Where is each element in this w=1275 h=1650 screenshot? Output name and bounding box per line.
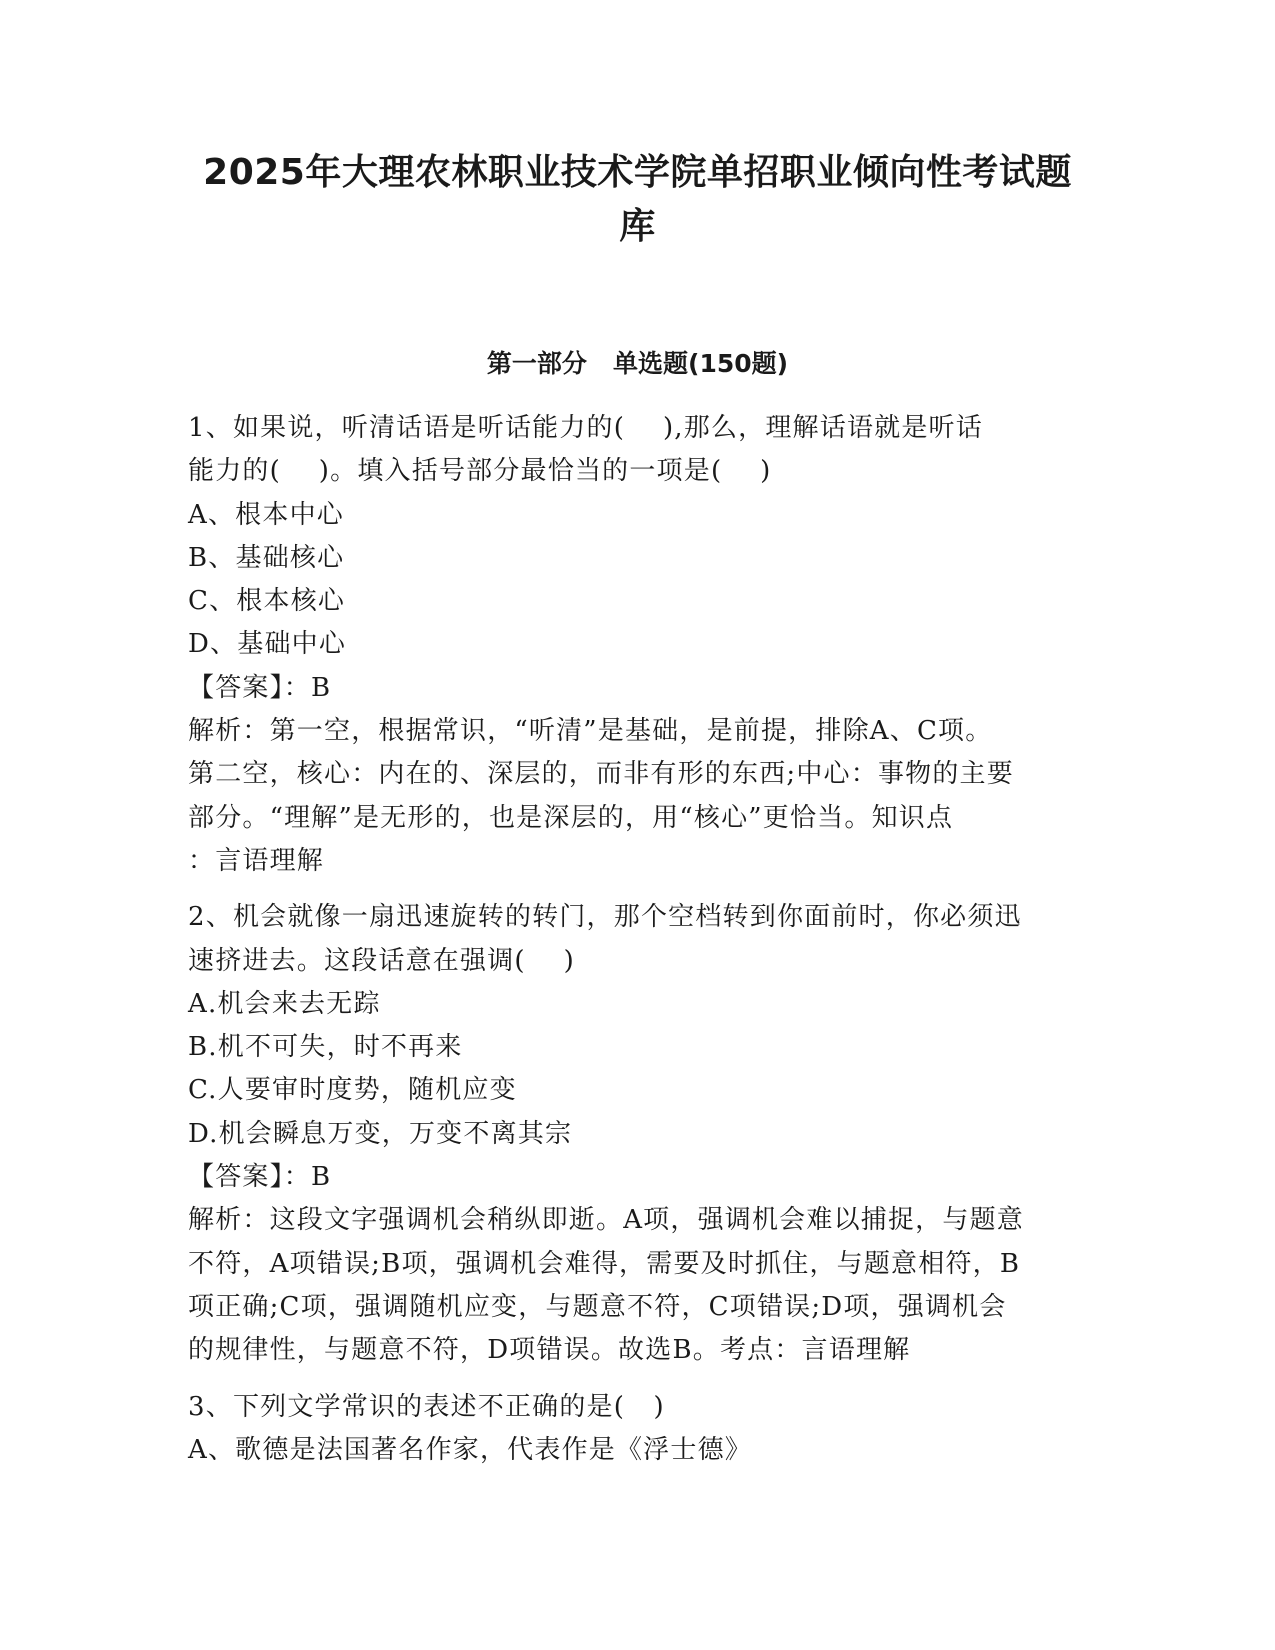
analysis-line: 的规律性，与题意不符，D项错误。故选B。考点：言语理解 [188,1335,911,1366]
question-stem-line: 能力的( )。填入括号部分最恰当的一项是( ) [188,456,772,487]
question-stem-line: 3、下列文学常识的表述不正确的是( ) [188,1391,665,1422]
option-d: D.机会瞬息万变，万变不离其宗 [188,1118,573,1149]
question-stem-line: 速挤进去。这段话意在强调( ) [188,945,575,976]
analysis-line: 不符，A项错误;B项，强调机会难得，需要及时抓住，与题意相符，B [188,1248,1021,1279]
option-c: C、根本核心 [188,586,346,617]
answer: 【答案】：B [188,1162,332,1193]
analysis-line: 第二空，核心：内在的、深层的，而非有形的东西;中心：事物的主要 [188,759,1014,790]
section-title: 第一部分 单选题(150题) [486,349,789,378]
analysis-line: 部分。“理解”是无形的，也是深层的，用“核心”更恰当。知识点 [188,802,954,833]
answer: 【答案】：B [188,672,332,703]
question-3 [188,1386,1088,1473]
question-1 [188,407,1088,883]
question-stem-line: 1、如果说，听清话语是听话能力的( ),那么，理解话语就是听话 [188,413,983,443]
option-b: B、基础核心 [188,542,345,573]
option-a: A、根本中心 [188,499,344,530]
option-b: B.机不可失，时不再来 [188,1032,463,1063]
analysis-line: 解析：第一空，根据常识，“听清”是基础，是前提，排除A、C项。 [188,716,993,747]
option-d: D、基础中心 [188,629,347,660]
title-line-1: 2025年大理农林职业技术学院单招职业倾向性考试题 [203,152,1072,193]
option-a: A.机会来去无踪 [188,988,381,1019]
document-title [180,146,1095,254]
title-line-2: 库 [619,206,656,247]
question-list [188,407,1088,1485]
option-a: A、歌德是法国著名作家，代表作是《浮士德》 [188,1434,752,1465]
question-2 [188,896,1088,1372]
analysis-line: 解析：这段文字强调机会稍纵即逝。A项，强调机会难以捕捉，与题意 [188,1205,1024,1236]
analysis-line: 项正确;C项，强调随机应变，与题意不符，C项错误;D项，强调机会 [188,1291,1007,1322]
analysis-line: ：言语理解 [188,845,325,876]
question-stem-line: 2、机会就像一扇迅速旋转的转门，那个空档转到你面前时，你必须迅 [188,902,1022,933]
option-c: C.人要审时度势，随机应变 [188,1075,517,1106]
